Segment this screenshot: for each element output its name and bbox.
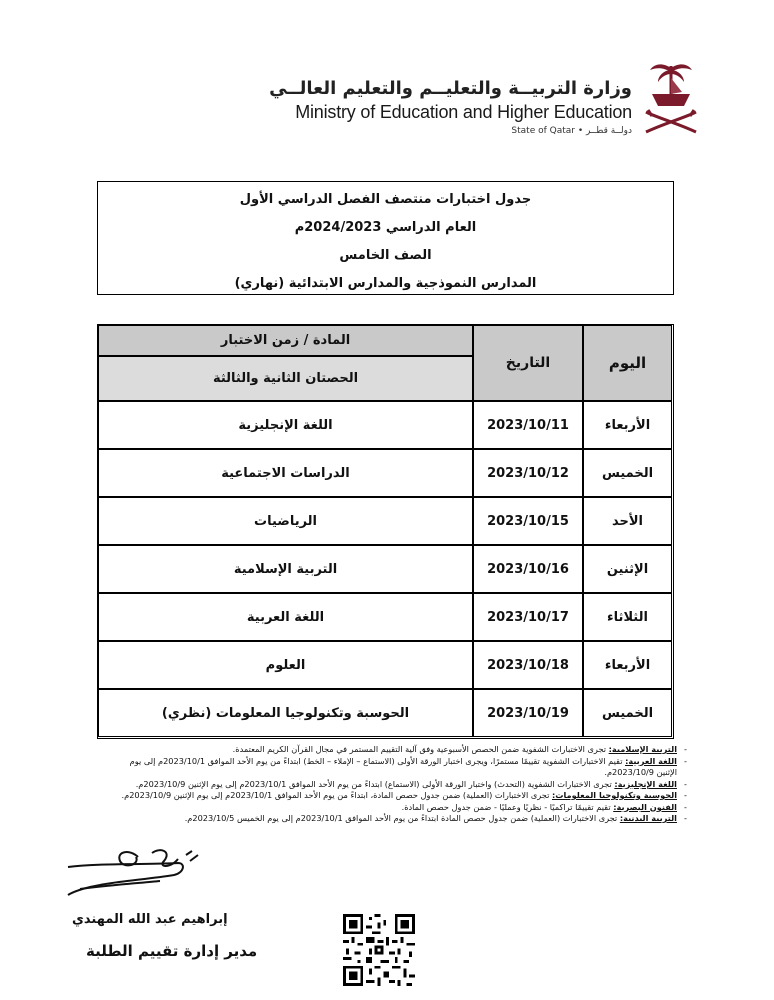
qr-code-icon [343,914,415,986]
note-item: - التربية الإسلامية: تجرى الاختبارات الشفوية ضمن الحصص الأسبوعية وفق آلية التقييم المستمر في مجال القرآن الكريم المعتمدة. [112,744,687,756]
schedule-title: جدول اختبارات منتصف الفصل الدراسي الأول [239,192,532,207]
table-row-1-date: 2023/10/11 [473,401,583,449]
subject-column-header: المادة / زمن الاختبار [98,325,473,356]
table-row-6-date: 2023/10/18 [473,641,583,689]
schools-label: المدارس النموذجية والمدارس الابتدائية (نهاري) [234,276,537,291]
table-row-1-subject: اللغة الإنجليزية [98,401,473,449]
table-row-2-day: الخميس [583,449,672,497]
note-item: - التربية البدنية: تجرى الاختبارات (العملية) ضمن جدول حصص المادة ابتداءً من يوم الأحد الموافق 2023/10/1م إلى يوم الخميس 2023/10/5م. [112,813,687,825]
table-row-4-subject: التربية الإسلامية [98,545,473,593]
table-row-4-day: الإثنين [583,545,672,593]
table-row-7-day: الخميس [583,689,672,737]
schedule-title-box [97,181,674,295]
signer-name: إبراهيم عبد الله المهندي [72,912,228,927]
table-row-6-day: الأربعاء [583,641,672,689]
period-column-header: الحصتان الثانية والثالثة [98,356,473,401]
qatar-emblem-icon [640,58,702,138]
date-column-header: التاريخ [473,325,583,401]
ministry-name-arabic: وزارة التربيــة والتعليــم والتعليم العالــي [269,78,632,99]
notes-list [112,744,687,825]
table-row-5-subject: اللغة العربية [98,593,473,641]
state-label: State of Qatar • دولــة قطــر [511,126,632,136]
table-row-6-subject: العلوم [98,641,473,689]
table-row-5-day: الثلاثاء [583,593,672,641]
ministry-name-english: Ministry of Education and Higher Education [295,102,632,122]
table-row-3-day: الأحد [583,497,672,545]
note-item: - الحوسبة وتكنولوجيا المعلومات: تجرى الاختبارات (العملية) ضمن جدول حصص المادة، ابتداءً من يوم الأحد الموافق 2023/10/1م إلى يوم الإثنين 2023/10/9م. [112,790,687,802]
table-row-1-day: الأربعاء [583,401,672,449]
note-item: - اللغة العربية: تقيم الاختبارات الشفوية تقييمًا مستمرًا، ويجرى اختبار الورقة الأولى (الاستماع – الإملاء – الخط) ابتداءً من يوم الأحد الموافق 2023/10/1م إلى يوم الإثنين 2023/10/9م. [112,756,687,779]
academic-year: العام الدراسي 2024/2023م [294,220,477,235]
table-row-5-date: 2023/10/17 [473,593,583,641]
exam-schedule-table [97,324,674,739]
note-item: - اللغة الإنجليزية: تجرى الاختبارات الشفوية (التحدث) واختبار الورقة الأولى (الاستماع) ابتداءً من يوم الأحد الموافق 2023/10/1م إلى يوم الإثنين 2023/10/9م. [112,779,687,791]
table-row-4-date: 2023/10/16 [473,545,583,593]
table-row-2-date: 2023/10/12 [473,449,583,497]
ministry-logo [269,58,702,158]
table-row-3-date: 2023/10/15 [473,497,583,545]
day-column-header: اليوم [583,325,672,401]
grade-label: الصف الخامس [339,248,432,263]
table-row-7-date: 2023/10/19 [473,689,583,737]
signer-title: مدير إدارة تقييم الطلبة [86,942,258,960]
table-row-3-subject: الرياضيات [98,497,473,545]
signature-icon [60,845,220,905]
table-row-2-subject: الدراسات الاجتماعية [98,449,473,497]
note-item: - الفنون البصرية: تقيم تقييمًا تراكميًا - نظريًا وعمليًا - ضمن جدول حصص المادة. [112,802,687,814]
table-row-7-subject: الحوسبة وتكنولوجيا المعلومات (نظري) [98,689,473,737]
